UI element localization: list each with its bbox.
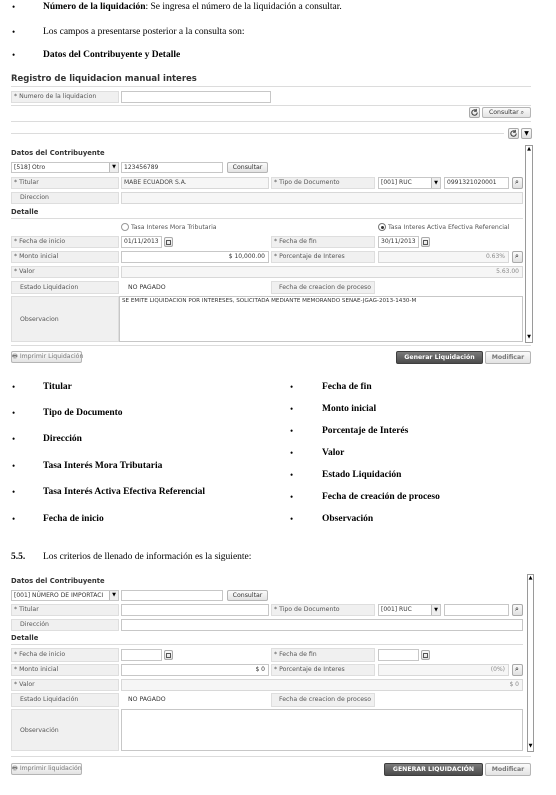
calendar-icon[interactable] [421,237,430,247]
radio-activa-efectiva[interactable] [378,223,386,231]
valor-value: 5.63.00 [496,268,519,275]
bullet: • [12,514,16,524]
calendar-icon[interactable] [421,650,430,660]
tipo-doc-label-text: Tipo de Documento [279,606,340,613]
divider [11,121,531,122]
valor-input[interactable] [121,679,523,691]
chevron-down-icon[interactable]: ▼ [109,591,118,600]
scroll-up-icon[interactable]: ▲ [528,575,533,581]
intro-line2: Los campos a presentarse posterior a la consulta son: [43,27,245,37]
search-icon: ⌕ [515,605,519,613]
divider [11,86,531,87]
section-text: Los criterios de llenado de información es la siguiente: [43,552,252,562]
section-contribuyente: Datos del Contribuyente [11,149,105,157]
list-item: Estado Liquidación [322,470,402,480]
tipo-contribuyente-select[interactable] [11,162,119,173]
bullet: • [290,470,294,480]
modificar-button[interactable] [485,763,531,776]
bullet: • [290,492,294,502]
bullet: • [12,50,16,60]
consultar-small-label: Consultar [232,164,263,171]
porcentaje-label: * Porcentaje de Interes [274,253,345,260]
fecha-creacion-label: Fecha de creacion de proceso [279,284,372,291]
estado-value: NO PAGADO [128,284,166,291]
tipo-doc-label: * Tipo de Documento [274,179,340,186]
estado-value: NO PAGADO [128,696,166,703]
section-detalle: Detalle [11,634,39,642]
intro-item1-term: Número de la liquidación [43,2,146,12]
bullet: • [12,408,16,418]
search-icon: ⌕ [515,252,519,260]
valor-label-text: Valor [19,268,35,275]
observacion-label: Observacion [20,316,59,323]
section-number: 5.5. [11,552,26,562]
numero-liquidacion-input[interactable] [121,91,271,103]
list-item: Porcentaje de Interés [322,426,409,436]
titular-label: * Titular [14,179,39,186]
tipo-doc-label: * Tipo de Documento [274,606,340,613]
imprimir-label: Imprimir liquidación [19,765,82,772]
numero-doc-value: 0991321020001 [447,179,497,186]
list-item: Tasa Interés Mora Tributaria [43,461,163,471]
chevron-down-icon[interactable]: ▼ [109,163,118,172]
tipo-doc-value: [001] RUC [381,179,412,186]
search-button[interactable] [512,251,523,263]
search-button[interactable] [512,604,523,616]
porcentaje-input[interactable] [378,251,509,263]
tipo-contribuyente-value: [518] Otro [14,164,46,171]
direccion-label: Dirección [20,621,49,628]
scroll-down-icon[interactable]: ▼ [528,743,533,749]
refresh-button-2[interactable] [508,128,519,139]
consultar-small-label: Consultar [232,592,263,599]
divider [11,105,531,106]
chevron-down-icon[interactable]: ▼ [431,605,440,615]
monto-value: $ 0 [255,666,265,673]
bullet: • [290,448,294,458]
tipo-doc-label-text: Tipo de Documento [279,179,340,186]
calendar-icon[interactable] [164,237,173,247]
fecha-inicio-label-text: Fecha de inicio [19,238,66,245]
titular-value: MABE ECUADOR S.A. [124,179,187,186]
bullet: • [290,514,294,524]
refresh-button[interactable] [469,107,480,118]
scroll-up-icon[interactable]: ▲ [527,146,531,152]
refresh-icon [470,108,479,117]
bullet: • [290,404,294,414]
printer-icon: 🖶 [12,765,18,772]
refresh-icon [509,129,518,138]
fecha-fin-input[interactable] [378,236,419,248]
porcentaje-label-text: Porcentaje de Interes [279,253,345,260]
printer-icon: 🖶 [12,353,18,360]
titular-label: * Titular [14,606,39,613]
scrollbar[interactable] [525,145,533,343]
bullet: • [12,434,16,444]
search-button[interactable] [512,177,523,189]
scroll-down-icon[interactable]: ▼ [527,334,531,340]
list-item: Tasa Interés Activa Efectiva Referencial [43,487,205,497]
modificar-label: Modificar [491,766,525,773]
fecha-fin-value: 30/11/2013 [381,238,416,245]
identificacion-input[interactable] [121,162,223,173]
divider [11,133,504,134]
porcentaje-input[interactable]: (0%) [378,664,509,676]
tipo-doc-value: [001] RUC [381,606,412,613]
chevron-down-icon[interactable]: ▼ [431,178,440,188]
fecha-inicio-input[interactable] [121,649,162,661]
porcentaje-value: 0% [493,666,503,673]
generar-liquidacion-button[interactable] [396,351,483,364]
direccion-input[interactable] [121,192,523,204]
consultar-button[interactable] [482,107,531,118]
identificacion-value: 123456789 [124,164,159,171]
search-button[interactable] [512,664,523,676]
generar-label: GENERAR LIQUIDACIÓN [392,766,475,773]
consultar-small-button[interactable] [227,590,268,601]
imprimir-button[interactable] [11,763,82,775]
search-icon: ⌕ [515,665,519,673]
bullet: • [12,461,16,471]
fecha-creacion-label: Fecha de creacion de proceso [279,696,372,703]
modificar-label: Modificar [491,354,525,361]
list-item: Fecha de inicio [43,514,104,524]
form1-title: Registro de liquidacion manual interes [11,74,197,84]
identificacion-input[interactable] [121,590,223,601]
intro-item1 [43,1,342,13]
list-item: Monto inicial [322,404,377,414]
scrollbar[interactable] [527,574,534,752]
imprimir-button[interactable] [11,351,82,363]
monto-label: * Monto inicial [14,253,59,260]
generar-label: Generar Liquidación [404,354,475,361]
bullet: • [12,2,16,12]
titular-input[interactable] [121,177,269,189]
list-item: Valor [322,448,345,458]
list-item: Titular [43,382,72,392]
radio-activa-label: Tasa Interes Activa Efectiva Referencial [388,224,510,231]
fecha-fin-label-text: Fecha de fin [279,651,317,658]
fecha-inicio-input[interactable] [121,236,162,248]
valor-value: $ 0 [509,681,519,688]
num-label-text: Numero de la liquidacion [19,93,97,100]
tipo-contribuyente-value: [001] NÚMERO DE IMPORTACI [14,592,104,599]
observacion-value: SE EMITE LIQUIDACION POR INTERESES, SOLICITADA MEDIANTE MEMORANDO SENAE-JGAG-2013-1430-M [122,298,417,304]
divider [11,218,523,219]
search-icon: ⌕ [515,178,519,186]
chevron-down-icon: ▼ [524,130,529,137]
valor-label-text: Valor [19,681,35,688]
intro-item1-rest: : Se ingresa el número de la liquidación a consultar. [145,2,342,12]
porcentaje-value: 0.63% [485,253,505,260]
radio-mora-label: Tasa Interes Mora Tributaria [131,224,217,231]
search-icon: ⌕ [520,109,525,116]
observacion-textarea[interactable] [119,296,523,342]
fecha-fin-input[interactable] [378,649,419,661]
fecha-fin-label: * Fecha de fin [274,238,317,245]
porcentaje-label: * Porcentaje de Interes [274,666,345,673]
valor-label: * Valor [14,268,35,275]
valor-label: * Valor [14,681,35,688]
consultar-label: Consultar [488,109,519,116]
imprimir-label: Imprimir Liquidación [19,353,84,360]
bullet: • [12,487,16,497]
monto-label-text: Monto inicial [19,666,59,673]
titular-label-text: Titular [19,606,39,613]
fecha-inicio-label-text: Fecha de inicio [19,651,66,658]
list-item: Tipo de Documento [43,408,123,418]
direccion-label: Direccion [20,194,49,201]
fecha-fin-label-text: Fecha de fin [279,238,317,245]
divider [11,756,531,757]
list-item: Dirección [43,434,82,444]
monto-input[interactable] [121,664,269,676]
observacion-label: Observación [20,727,59,734]
section-detalle: Detalle [11,208,39,216]
bullet: • [12,27,16,37]
bullet: • [290,382,294,392]
monto-label: * Monto inicial [14,666,59,673]
generar-liquidacion-button[interactable] [384,763,483,776]
fecha-inicio-value: 01/11/2013 [124,238,159,245]
modificar-button[interactable] [485,351,531,364]
num-label: * Numero de la liquidacion [14,93,97,100]
bullet: • [290,426,294,436]
calendar-icon-glyph [423,240,428,245]
collapse-button[interactable] [521,128,532,139]
tipo-contribuyente-select[interactable] [11,590,119,601]
calendar-icon-glyph [423,653,428,658]
direccion-input[interactable] [121,619,523,631]
numero-doc-input[interactable] [444,177,509,189]
monto-input[interactable] [121,251,269,263]
fecha-inicio-label: * Fecha de inicio [14,238,66,245]
calendar-icon-glyph [166,653,171,658]
consultar-small-button[interactable] [227,162,268,173]
divider [11,644,523,645]
bullet: • [12,382,16,392]
calendar-icon-glyph [166,240,171,245]
valor-input[interactable] [121,266,523,278]
estado-label: Estado Liquidación [20,696,79,703]
calendar-icon[interactable] [164,650,173,660]
estado-label: Estado Liquidacion [20,284,79,291]
list-item: Observación [322,514,374,524]
porcentaje-label-text: Porcentaje de Interes [279,666,345,673]
fecha-inicio-label: * Fecha de inicio [14,651,66,658]
intro-item3: Datos del Contribuyente y Detalle [43,50,181,60]
titular-input[interactable] [121,604,269,616]
radio-dot [381,226,384,229]
list-item: Fecha de fin [322,382,372,392]
fecha-fin-label: * Fecha de fin [274,651,317,658]
monto-value: $ 10,000.00 [228,253,265,260]
monto-label-text: Monto inicial [19,253,59,260]
numero-doc-input[interactable] [444,604,509,616]
titular-label-text: Titular [19,179,39,186]
divider [11,345,531,346]
observacion-textarea[interactable] [121,709,523,751]
section-contribuyente: Datos del Contribuyente [11,577,105,585]
radio-mora-tributaria[interactable] [121,223,129,231]
list-item: Fecha de creación de proceso [322,492,440,502]
